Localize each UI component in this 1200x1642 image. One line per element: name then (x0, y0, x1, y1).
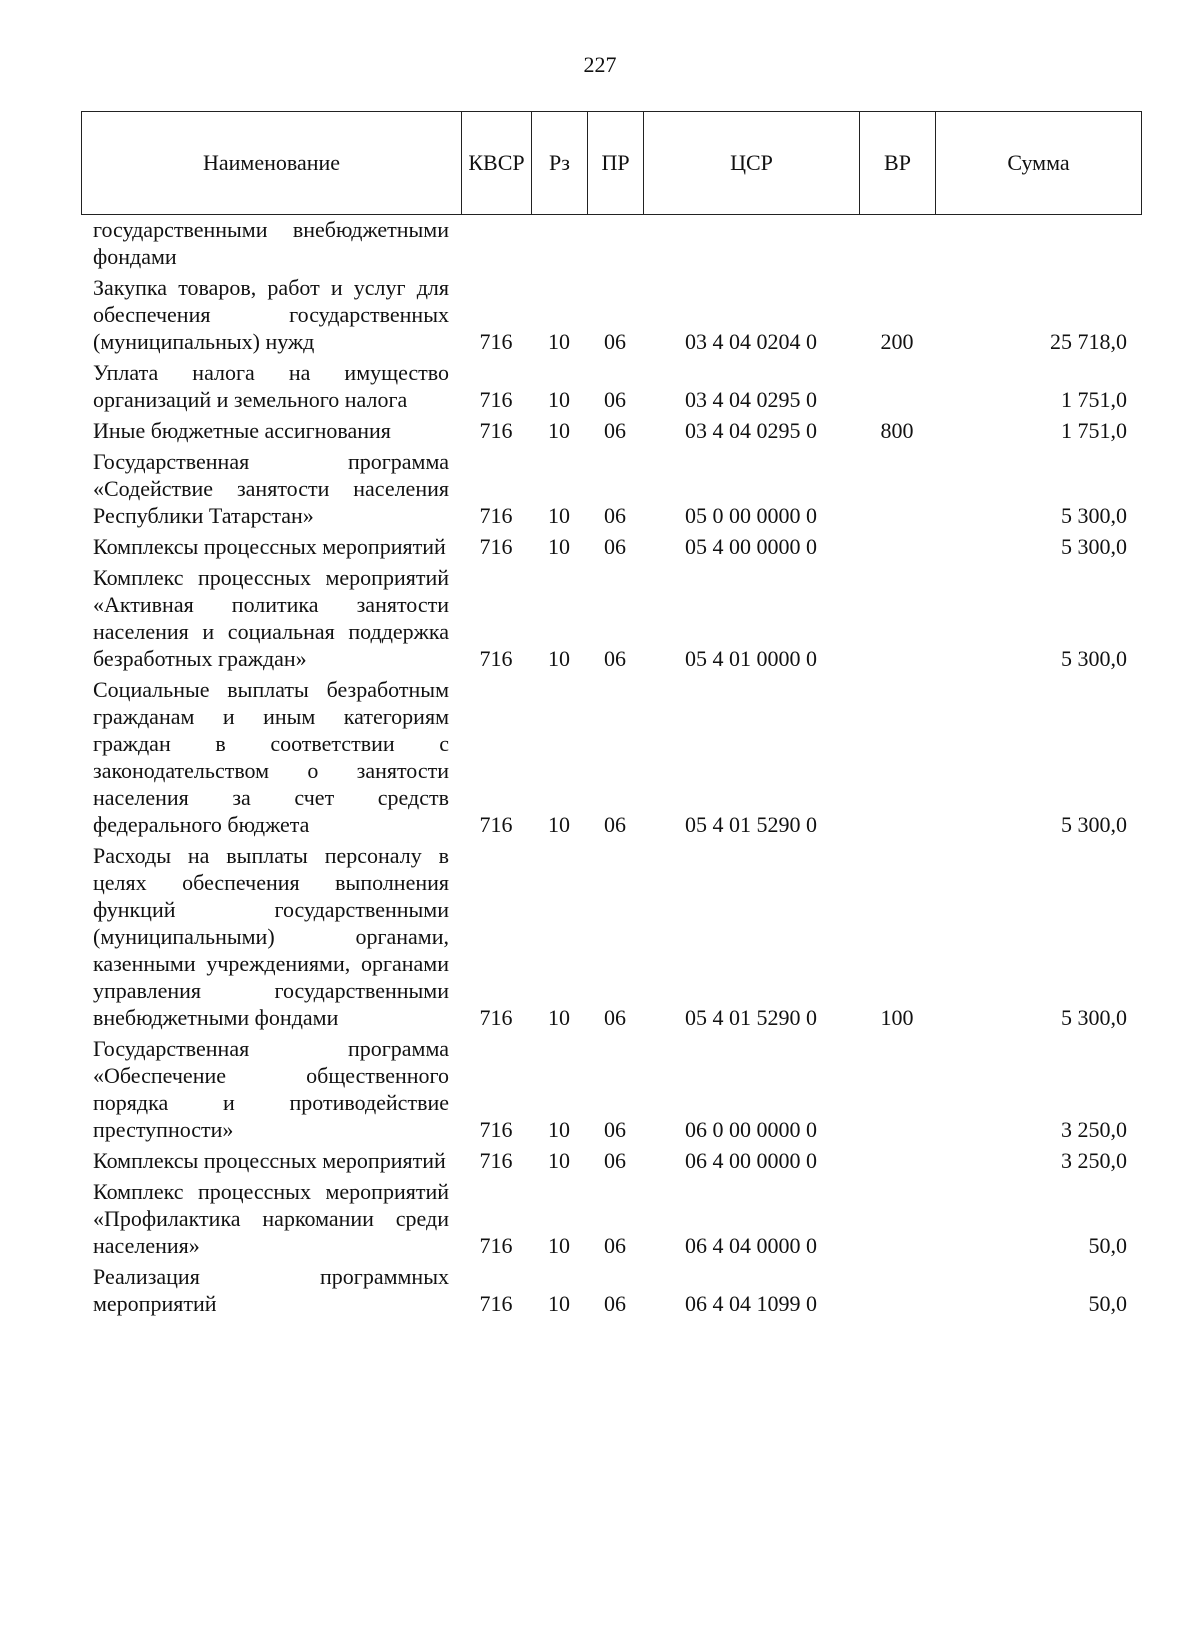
row-csr: 05 0 00 0000 0 (685, 503, 817, 528)
row-csr: 06 0 00 0000 0 (685, 1117, 817, 1142)
column-header-name: Наименование (82, 112, 462, 215)
row-sum: 5 300,0 (1061, 812, 1127, 837)
row-name: Уплата налога на имущество организаций и земельного налога (93, 360, 449, 412)
row-vr (859, 676, 935, 842)
row-sum (935, 216, 1141, 274)
row-name: государственными внебюджетными фондами (93, 217, 449, 269)
table-row (81, 1035, 1141, 1147)
row-name: Иные бюджетные ассигнования (93, 418, 391, 443)
row-rz: 10 (548, 1291, 570, 1316)
row-vr: 100 (880, 1005, 914, 1030)
row-sum: 3 250,0 (1061, 1117, 1127, 1142)
row-kvsr: 716 (479, 1117, 513, 1142)
row-pr: 06 (604, 812, 626, 837)
table-row (81, 564, 1141, 676)
row-kvsr: 716 (479, 646, 513, 671)
column-header-rz: Рз (532, 112, 588, 215)
row-kvsr: 716 (479, 812, 513, 837)
row-pr: 06 (604, 1233, 626, 1258)
table-row (81, 1263, 1141, 1321)
row-vr: 800 (880, 418, 914, 443)
row-name: Расходы на выплаты персоналу в целях обеспечения выполнения функций государственными (муниципальными) органами, казенными учреждениями, органами управления государственными внебюджетными фондами (93, 843, 449, 1030)
row-csr (643, 216, 859, 274)
row-rz: 10 (548, 1117, 570, 1142)
row-kvsr: 716 (479, 1148, 513, 1173)
row-sum: 5 300,0 (1061, 503, 1127, 528)
row-rz: 10 (548, 503, 570, 528)
row-sum: 50,0 (1088, 1233, 1127, 1258)
row-sum: 25 718,0 (1050, 329, 1127, 354)
table-row (81, 274, 1141, 359)
table-row (81, 676, 1141, 842)
row-kvsr: 716 (479, 1233, 513, 1258)
row-pr: 06 (604, 534, 626, 559)
row-kvsr: 716 (479, 534, 513, 559)
table-row (81, 448, 1141, 533)
row-kvsr: 716 (479, 1005, 513, 1030)
row-pr: 06 (604, 1148, 626, 1173)
row-name: Комплексы процессных мероприятий (93, 1148, 446, 1173)
row-rz: 10 (548, 646, 570, 671)
row-rz: 10 (548, 534, 570, 559)
row-pr (587, 216, 643, 274)
row-pr: 06 (604, 646, 626, 671)
row-csr: 03 4 04 0295 0 (685, 418, 817, 443)
row-rz: 10 (548, 329, 570, 354)
row-kvsr: 716 (479, 418, 513, 443)
row-csr: 03 4 04 0295 0 (685, 387, 817, 412)
row-rz: 10 (548, 1233, 570, 1258)
row-sum: 50,0 (1088, 1291, 1127, 1316)
column-header-vr: ВР (860, 112, 936, 215)
table-row (81, 842, 1141, 1035)
table-row (81, 359, 1141, 417)
row-vr (859, 533, 935, 564)
row-pr: 06 (604, 387, 626, 412)
column-header-pr: ПР (588, 112, 644, 215)
row-csr: 05 4 01 5290 0 (685, 1005, 817, 1030)
row-name: Государственная программа «Обеспечение общественного порядка и противодействие преступности» (93, 1036, 449, 1142)
row-csr: 03 4 04 0204 0 (685, 329, 817, 354)
row-vr (859, 216, 935, 274)
row-sum: 5 300,0 (1061, 646, 1127, 671)
row-name: Реализация программных мероприятий (93, 1264, 449, 1316)
row-name: Социальные выплаты безработным гражданам и иным категориям граждан в соответствии с законодательством о занятости населения за счет средств федерального бюджета (93, 677, 449, 837)
row-sum: 5 300,0 (1061, 1005, 1127, 1030)
row-sum: 3 250,0 (1061, 1148, 1127, 1173)
row-csr: 06 4 04 0000 0 (685, 1233, 817, 1258)
budget-table (81, 216, 1141, 1321)
row-csr: 06 4 04 1099 0 (685, 1291, 817, 1316)
row-kvsr: 716 (479, 1291, 513, 1316)
row-rz: 10 (548, 812, 570, 837)
row-csr: 06 4 00 0000 0 (685, 1148, 817, 1173)
column-header-csr: ЦСР (644, 112, 860, 215)
row-vr: 200 (880, 329, 914, 354)
row-pr: 06 (604, 1005, 626, 1030)
row-sum: 1 751,0 (1061, 418, 1127, 443)
row-pr: 06 (604, 329, 626, 354)
table-row (81, 216, 1141, 274)
row-sum: 1 751,0 (1061, 387, 1127, 412)
row-kvsr: 716 (479, 329, 513, 354)
row-rz (531, 216, 587, 274)
table-header (81, 111, 1142, 215)
row-csr: 05 4 01 5290 0 (685, 812, 817, 837)
row-rz: 10 (548, 418, 570, 443)
row-vr (859, 564, 935, 676)
row-sum: 5 300,0 (1061, 534, 1127, 559)
column-header-kvsr: КВСР (462, 112, 532, 215)
table-row (81, 1147, 1141, 1178)
row-vr (859, 359, 935, 417)
row-pr: 06 (604, 1117, 626, 1142)
row-pr: 06 (604, 1291, 626, 1316)
row-name: Государственная программа «Содействие занятости населения Республики Татарстан» (93, 449, 449, 528)
row-csr: 05 4 00 0000 0 (685, 534, 817, 559)
row-name: Комплекс процессных мероприятий «Профилактика наркомании среди населения» (93, 1179, 449, 1258)
row-rz: 10 (548, 1005, 570, 1030)
column-header-sum: Сумма (936, 112, 1142, 215)
row-name: Комплексы процессных мероприятий (93, 534, 446, 559)
page-number: 227 (583, 52, 617, 77)
row-kvsr: 716 (479, 387, 513, 412)
row-vr (859, 1178, 935, 1263)
table-row (81, 533, 1141, 564)
row-kvsr (461, 216, 531, 274)
row-vr (859, 1263, 935, 1321)
row-name: Закупка товаров, работ и услуг для обеспечения государственных (муниципальных) нужд (93, 275, 449, 354)
row-rz: 10 (548, 387, 570, 412)
row-pr: 06 (604, 418, 626, 443)
row-vr (859, 1147, 935, 1178)
table-row (81, 1178, 1141, 1263)
row-pr: 06 (604, 503, 626, 528)
row-rz: 10 (548, 1148, 570, 1173)
table-body (81, 216, 1141, 1321)
row-vr (859, 448, 935, 533)
row-name: Комплекс процессных мероприятий «Активная политика занятости населения и социальная поддержка безработных граждан» (93, 565, 449, 671)
table-row (81, 417, 1141, 448)
row-vr (859, 1035, 935, 1147)
row-kvsr: 716 (479, 503, 513, 528)
row-csr: 05 4 01 0000 0 (685, 646, 817, 671)
